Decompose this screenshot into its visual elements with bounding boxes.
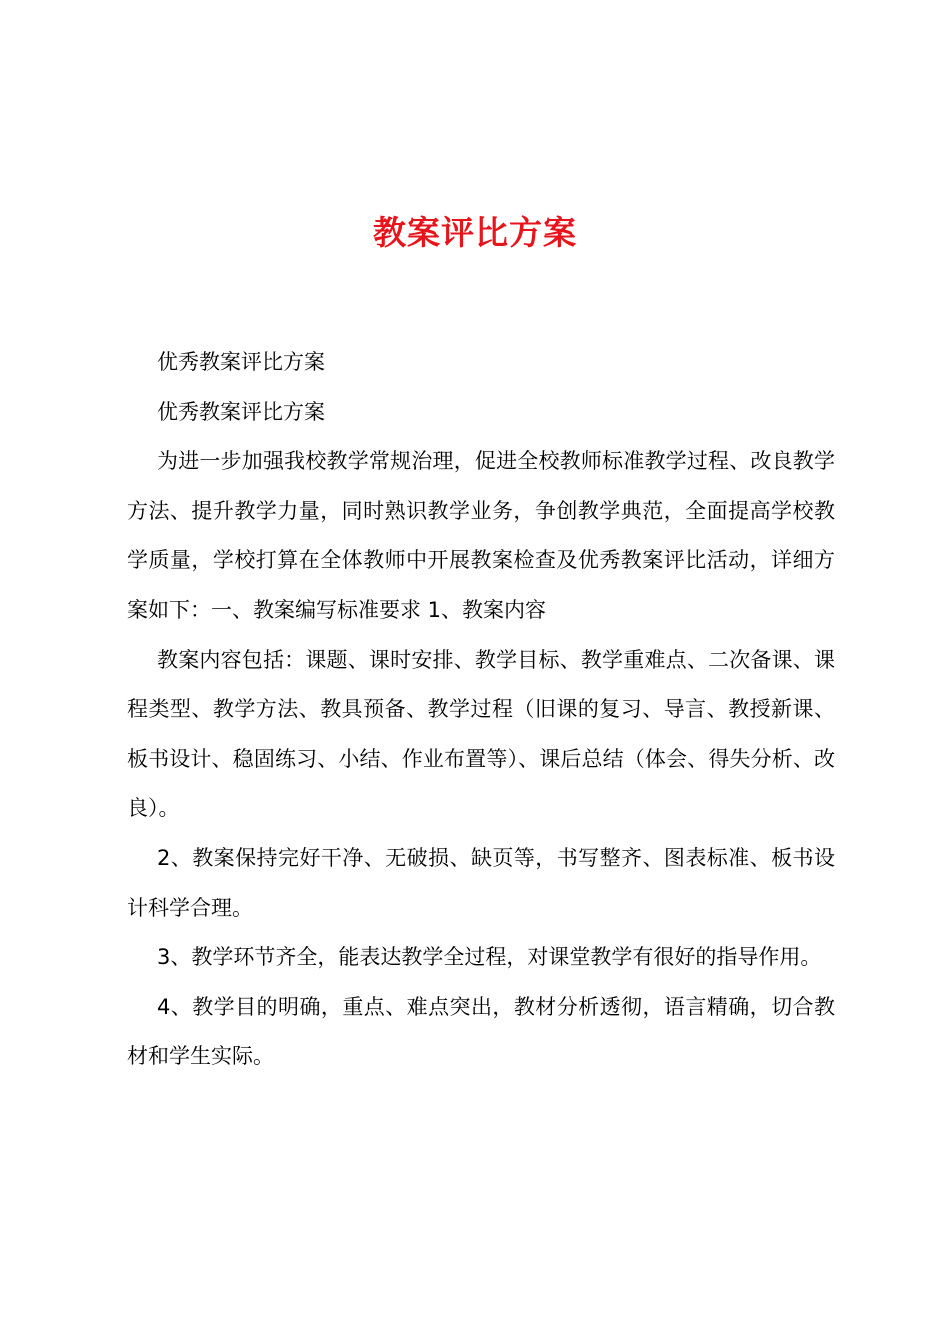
document-body — [127, 338, 835, 1082]
paragraph-introduction: 为进一步加强我校教学常规治理，促进全校教师标准教学过程、改良教学方法、提升教学力量，同时熟识教学业务，争创教学典范，全面提高学校教学质量，学校打算在全体教师中开展教案检查及优秀教案评比活动，详细方案如下：一、教案编写标准要求 1、教案内容 — [127, 449, 835, 622]
document-title: 教案评比方案 — [373, 213, 577, 252]
paragraph-item-3: 3、教学环节齐全，能表达教学全过程，对课堂教学有很好的指导作用。 — [157, 945, 822, 970]
paragraph-item-4: 4、教学目的明确，重点、难点突出，教材分析透彻，语言精确，切合教材和学生实际。 — [127, 994, 835, 1069]
paragraph-item-1-content: 教案内容包括：课题、课时安排、教学目标、教学重难点、二次备课、课程类型、教学方法、教具预备、教学过程（旧课的复习、导言、教授新课、板书设计、稳固练习、小结、作业布置等）、课后总结（体会、得失分析、改良）。 — [127, 647, 835, 821]
paragraph-subtitle-2: 优秀教案评比方案 — [157, 399, 325, 424]
paragraph-subtitle-1: 优秀教案评比方案 — [157, 350, 325, 374]
paragraph-item-2: 2、教案保持完好干净、无破损、缺页等，书写整齐、图表标准、板书设计科学合理。 — [127, 845, 835, 920]
